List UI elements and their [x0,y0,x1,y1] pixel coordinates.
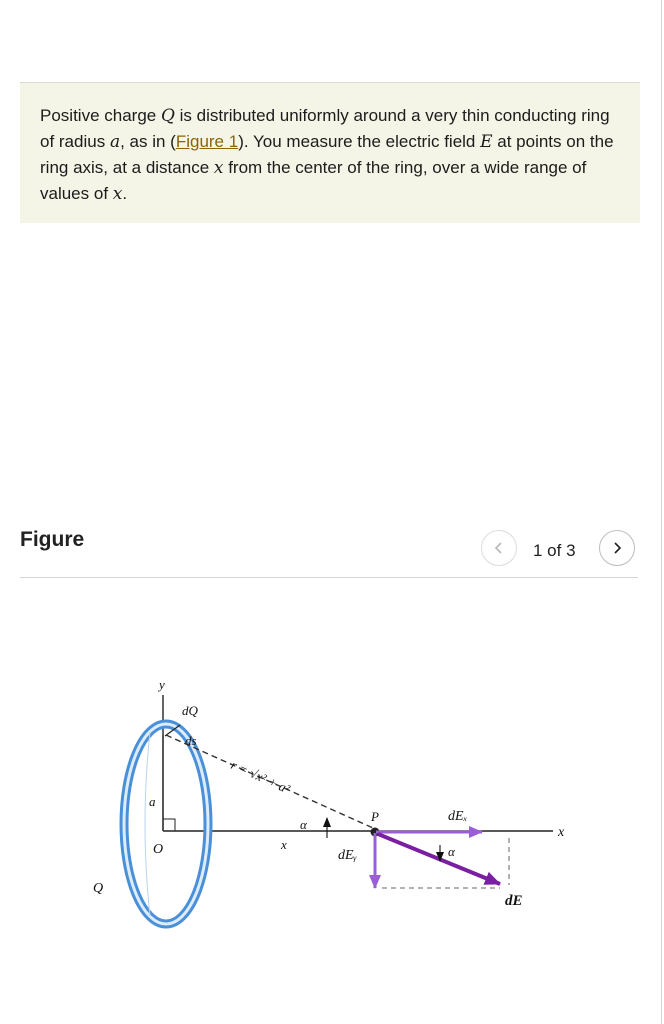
origin-label: O [153,842,164,857]
chevron-right-icon [611,541,623,555]
x-distance-label: x [281,837,287,852]
figure-header [20,527,638,578]
figure-link[interactable]: Figure 1 [175,132,239,151]
problem-statement [20,82,640,223]
var-E: E [480,132,493,152]
Q-label: Q [93,881,104,896]
var-x: x [213,158,224,178]
problem-text-part: Positive charge [40,106,161,125]
problem-text [40,103,620,207]
problem-text-part: . [122,184,128,203]
x-axis-label: x [558,825,565,840]
point-P-label: P [371,809,379,824]
dE-vector [378,834,500,884]
var-a: a [109,132,121,152]
problem-text-part: ). You measure the electric field [238,132,481,151]
alpha-label-2: α [448,844,455,859]
alpha-label-1: α [300,817,307,832]
dEy-label: dEᵧ [338,848,357,863]
dE-label: dE⃗ [505,893,535,909]
problem-text-part: at points on the ring axis, at a distance [40,132,614,177]
ring-inner-highlight [124,724,208,924]
problem-text-part: , as in ( [120,132,176,151]
ds-label: ds [185,733,197,748]
r-equation: r = √x² + a² [228,757,293,797]
var-x: x [112,184,123,204]
ring-field-diagram [0,660,664,940]
next-figure-button[interactable] [599,530,635,566]
previous-figure-button[interactable] [481,530,517,566]
dEx-label: dEₓ [448,809,468,824]
problem-text-part: from the center of the ring, over a wide range of values of [40,158,587,203]
right-angle-mark [163,819,175,831]
chevron-left-icon [493,541,505,555]
ring-back-edge [145,732,150,916]
problem-text-part: is distributed uniformly around a very thin conducting ring of radius [40,106,610,151]
page-indicator: 1 of 3 [533,541,576,560]
dQ-label: dQ [182,703,198,718]
var-Q: Q [160,106,175,126]
y-axis-label: y [159,677,165,692]
a-label: a [149,794,156,809]
figure-title: Figure [20,528,85,551]
